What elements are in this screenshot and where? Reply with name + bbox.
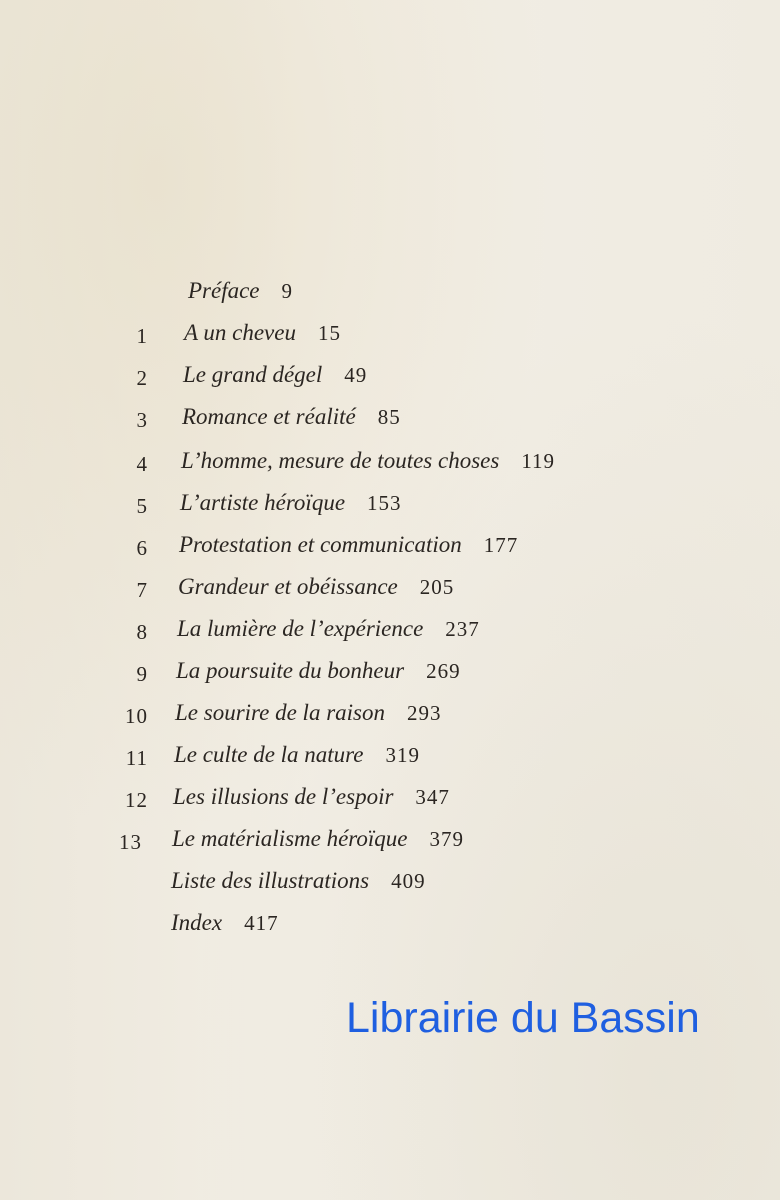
- chapter-title: Index: [171, 910, 223, 935]
- chapter-title: Les illusions de l’espoir: [173, 784, 394, 809]
- page-number: 237: [445, 617, 480, 641]
- page-number: 417: [244, 911, 279, 935]
- chapter-number: 5: [136, 494, 148, 518]
- page-number: 49: [344, 363, 368, 387]
- chapter-title: Le culte de la nature: [174, 742, 364, 767]
- page-number: 409: [391, 869, 426, 893]
- chapter-title: La poursuite du bonheur: [176, 658, 405, 683]
- chapter-title: Préface: [188, 278, 260, 303]
- page-number: 119: [521, 449, 556, 473]
- chapter-title: Romance et réalité: [182, 404, 356, 429]
- chapter-number: 13: [119, 830, 142, 854]
- page-number: 269: [426, 659, 461, 683]
- page-number: 15: [317, 321, 341, 345]
- page-number: 293: [407, 701, 442, 725]
- chapter-title: Le matérialisme héroïque: [172, 826, 408, 851]
- page-number: 85: [377, 405, 401, 429]
- chapter-number: 2: [136, 366, 148, 390]
- chapter-title: La lumière de l’expérience: [177, 616, 424, 641]
- chapter-title: Grandeur et obéissance: [178, 574, 398, 599]
- chapter-number: 1: [136, 324, 148, 348]
- page-number: 205: [419, 575, 455, 599]
- page-number: 347: [415, 785, 450, 809]
- chapter-number: 4: [136, 452, 148, 476]
- chapter-number: 8: [136, 620, 148, 644]
- chapter-number: 3: [136, 408, 148, 432]
- chapter-number: 10: [125, 704, 148, 728]
- chapter-title: Protestation et communication: [179, 532, 462, 557]
- chapter-number: 11: [125, 746, 148, 770]
- page-number: 9: [281, 279, 294, 303]
- watermark-text: Librairie du Bassin: [346, 994, 700, 1042]
- chapter-title: Le sourire de la raison: [175, 700, 385, 725]
- chapter-number: 7: [136, 578, 148, 602]
- page-number: 153: [367, 491, 402, 515]
- page-number: 319: [385, 743, 420, 767]
- chapter-number: 9: [136, 662, 148, 686]
- chapter-title: L’artiste héroïque: [180, 490, 346, 515]
- chapter-title: L’homme, mesure de toutes choses: [181, 448, 500, 473]
- page-number: 177: [483, 533, 519, 557]
- chapter-number: 12: [125, 788, 148, 812]
- page-number: 379: [429, 827, 465, 851]
- chapter-title: Le grand dégel: [183, 362, 323, 387]
- chapter-title: Liste des illustrations: [171, 868, 370, 893]
- chapter-title: A un cheveu: [184, 320, 296, 345]
- chapter-number: 6: [136, 536, 148, 560]
